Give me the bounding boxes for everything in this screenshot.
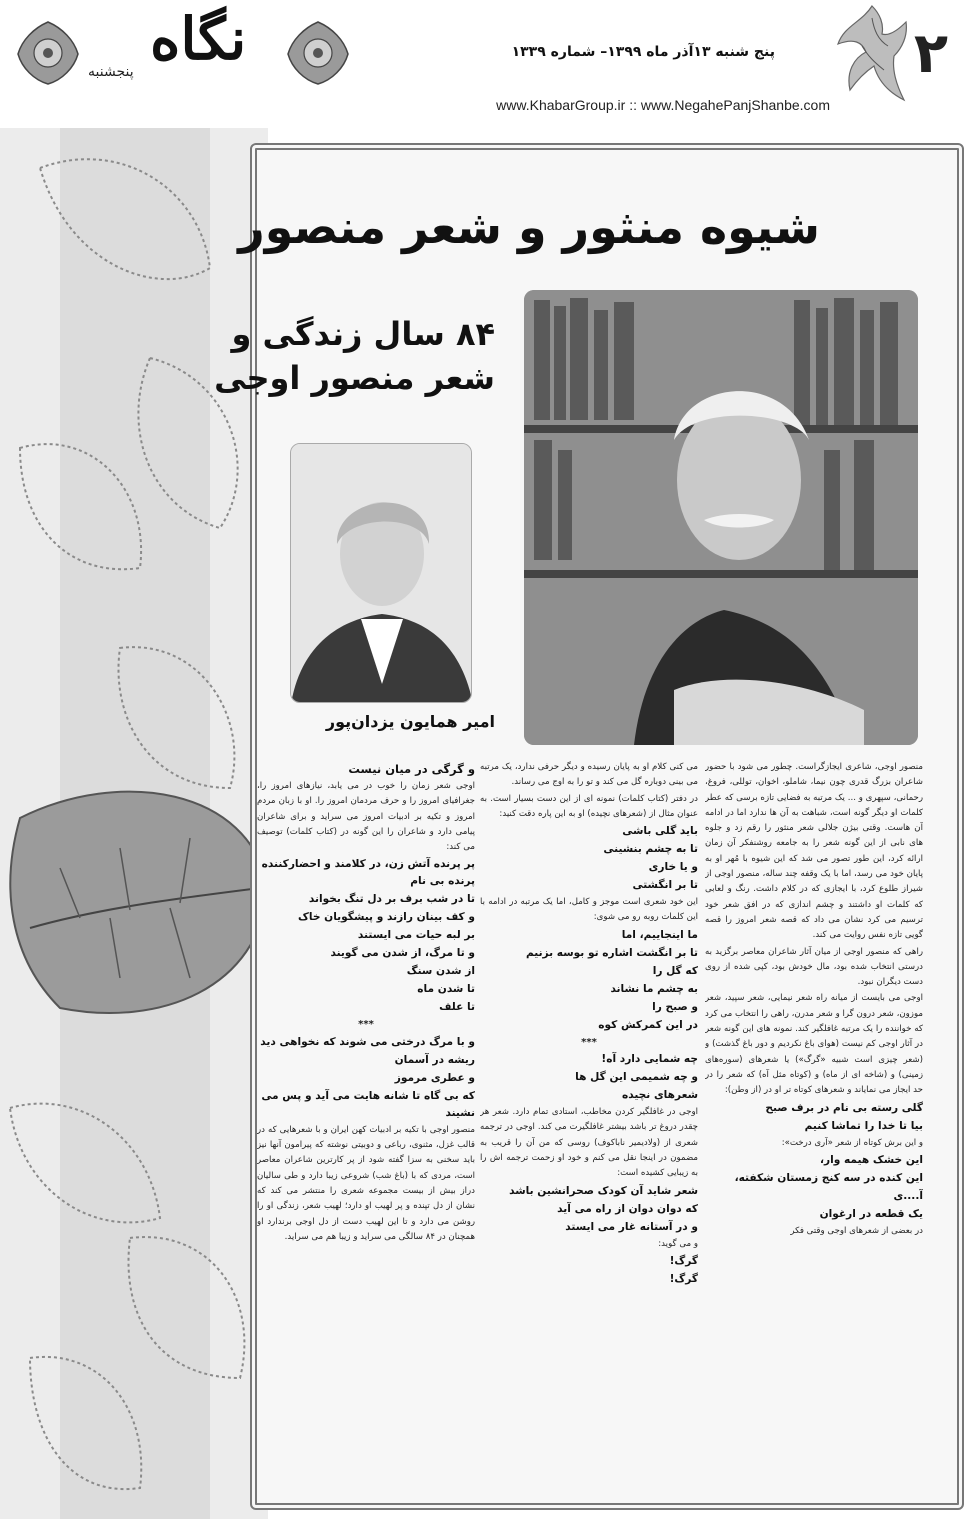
author-portrait-icon	[291, 444, 472, 703]
verse-line: چه شمایی دارد آه!	[601, 1053, 698, 1066]
newspaper-header	[0, 0, 970, 128]
paragraph: و می گوید:	[658, 1238, 698, 1249]
poet-portrait-icon	[524, 290, 918, 745]
verse-line: بیا تا خدا را تماشا کنیم	[804, 1119, 923, 1132]
verse-line: و تا مرگ، از شدن می گویند	[330, 947, 475, 960]
section-separator: ***	[358, 1019, 374, 1031]
subtitle-line-1: ۸۴ سال زندگی و	[231, 315, 495, 353]
verse-line: ما اینجاییم، اما	[621, 928, 698, 941]
verse-line: تا علف	[439, 1001, 475, 1014]
verse-line: این کنده در سه کنج زمستان شکفته،	[734, 1171, 923, 1184]
paragraph: منصور اوجی با تکیه بر ادبیات کهن ایران و با شعرهایی که در قالب غزل، مثنوی، رباعی و دوبیتی نوشته که پیرامون آنها نیز باید سخنی به سزا گفته شود از پر کارترین شاعران معاصر است، مردی که با (باغ شب) شروعی زیبا دارد و طی سالیان دراز بیش از بیست مجموعه شعری را منتشر می کند که نشان از دل تپنده و پر لهیب او دارد؛ لهیب شعر، زندگی او را روشن می دارد و تا این لهیب دست از دل اوجی برندارد او همچنان در ۸۴ سالگی می سراید و زیبا هم می سراید.	[257, 1124, 475, 1242]
verse-line: یک قطعه در ارغوان	[819, 1207, 923, 1220]
verse-line: تا شدن ماه	[417, 983, 475, 996]
leaf-pattern-icon	[0, 128, 268, 1519]
verse-line: و صبح را	[652, 1000, 698, 1013]
verse-line: تا به چشم بنشینی	[603, 843, 698, 856]
ornament-right-icon	[282, 18, 354, 88]
paragraph: این خود شعری است موجز و کامل، اما یک مرتبه در ادامه با این کلمات روبه رو می شوی:	[480, 897, 698, 923]
column-left	[257, 760, 475, 1450]
verse-line: تا بر انگشتی	[632, 879, 698, 892]
website-links[interactable]: www.KhabarGroup.ir :: www.NegahePanjShanbe.com	[496, 97, 830, 113]
verse-line: که دوان دوان از راه می آید	[557, 1202, 698, 1215]
subtitle-line-2: شعر منصور اوجی	[214, 359, 495, 397]
verse-line: و چه شمیمی این گل ها	[575, 1071, 698, 1084]
verse-line: گرگ!	[669, 1272, 698, 1285]
verse-line: در این کمرکش کوه	[598, 1018, 698, 1031]
section-heading: و گرگی در میان نیست	[348, 762, 475, 776]
paragraph: اوجی می بایست از میانه راه شعر نیمایی، شعر سپید، شعر موزون، شعر درون گرا و شعر مدرن، راهی را انتخاب می کرد که خواننده را یک مرتبه غافلگیر کند. نمونه های این گونه شعر در آثار اوجی کم نیست (هوای باغ نکردیم و دور باغ گذشت) و (شعر چیزی است شبیه «گرگ») یا شعرهای (سوره‌های زمینی) و (شاخه ای از ماه) و (کوتاه مثل آه) که شعر را در حد ایجاز می نمایاند و شعرهای کوتاه تر او در (از وطن):	[705, 993, 923, 1096]
verse-line: شعرهای نچیده	[621, 1089, 698, 1102]
author-photo	[290, 443, 472, 703]
verse-line: این خشک هیمه وار،	[819, 1153, 923, 1166]
verse-line: و یا خاری	[648, 861, 698, 874]
verse-line: تا در شب برف بر دل تنگ بخواند	[308, 893, 475, 906]
section-separator: ***	[581, 1036, 597, 1048]
verse-line: تا بر انگشت اشاره تو بوسه بزنیم	[525, 946, 698, 959]
paragraph: اوجی شعر زمان را خوب در می یابد، نیازهای امروز را، جغرافیای امروز را و حرف مردمان امروز را. او با زبان مردم امروز و تکیه بر ادبیات امروز می سراید و برای شاعران پیامی دارد و شاعران را این گونه در (کتاب کلمات) توصیف می کند:	[257, 781, 475, 853]
paragraph: می کنی کلام او به پایان رسیده و دیگر حرفی ندارد، یک مرتبه می بینی دوباره گل می کند و تو را به اوج می رساند.	[480, 762, 698, 788]
verse-line: و کف بینان رازند و پیشگویان خاک	[298, 911, 475, 924]
paragraph: در دفتر (کتاب کلمات) نمونه ای از این دست بسیار است. به عنوان مثال از (شعرهای نچیده) او به این پاره دقت کنید:	[480, 793, 698, 819]
paragraph: اوجی در غافلگیر کردن مخاطب، استادی تمام دارد. شعر هر چقدر دروغ تر باشد بیشتر غافلگیرت می کند. اوجی در ترجمه شعری از (ولادیمیر ناباکوف) روسی که من آن را قریب به مضمون در اینجا نقل می کنم و خود او زحمت ترجمه اش را به زیبایی کشیده است:	[480, 1107, 698, 1179]
verse-line: گلی رسته بی نام در برف صبح	[765, 1101, 923, 1114]
leaf-decoration	[0, 128, 268, 1519]
column-right	[705, 760, 923, 1455]
verse-line: ریشه در آسمان	[394, 1053, 475, 1066]
author-name: امیر همایون یزدان‌پور	[325, 712, 495, 731]
verse-line: که بی گاه تا شانه هایت می آید و پس می نشیند	[261, 1089, 475, 1119]
main-photo	[524, 290, 918, 745]
page-number: ۲	[913, 20, 949, 86]
verse-line: و عطری مرموز	[394, 1071, 475, 1084]
paragraph: و این برش کوتاه از شعر «آری درخت»:	[781, 1137, 923, 1148]
verse-line: آ....ی	[893, 1189, 923, 1202]
column-middle	[480, 760, 698, 1460]
verse-line: و با مرگ درختی می شوند که نخواهی دید	[260, 1035, 475, 1048]
verse-line: از شدن سنگ	[406, 965, 475, 978]
issue-date-line: پنج شنبه ۱۳آذر ماه ۱۳۹۹– شماره ۱۳۳۹	[511, 44, 775, 60]
verse-line: به چشم ما نشاند	[610, 982, 698, 995]
paragraph: در بعضی از شعرهای اوجی وقتی فکر	[790, 1225, 923, 1236]
verse-line: و در آستانه غار می ایستد	[565, 1220, 698, 1233]
verse-line: که گل را	[652, 964, 698, 977]
verse-line: پر پرنده آتش زن، در کلامند و احضارکننده پرنده بی نام	[261, 858, 475, 888]
masthead-subtitle: پنجشنبه	[88, 64, 134, 80]
masthead-logo: نگاه	[150, 5, 247, 73]
verse-line: بر لبه حیات می ایستند	[357, 929, 475, 942]
ornament-left-icon	[12, 18, 84, 88]
verse-line: باید گلی باشی	[622, 825, 698, 838]
paragraph: منصور اوجی، شاعری ایجازگراست. چطور می شود با حضور شاعران بزرگ قدری چون نیما، شاملو، اخوان، توللی، فروغ، رحمانی، سپهری و ... یک مرتبه به فضایی تازه برسی که عطر کلمات او دیگر گونه است، شباهت به آن ها ندارد اما در ادامه آن هاست. وقتی بیژن جلالی شعر منثور را رقم زد و جلوه های نابی از این گونه شعر را به جامعه روشنفکر آن زمان ارائه کرد، این طور تصور می شد که این شیوه با مُهر او به پایان خود می رسد، اما با یک وقفه چند ساله، منصور اوجی از شیراز طلوع کرد، با ایجازی که در کلام داشت. رنگ و لعابی که کلمات او داشتند و چشم اندازی که در افق شعر خود ترسیم می کرد نشان می داد که قصه شعر امروز را قصه گویی تازه نفس روایت می کند.	[705, 762, 923, 941]
main-title: شیوه منثور و شعر منصور	[238, 200, 820, 254]
verse-line: گرگ!	[669, 1254, 698, 1267]
verse-line: شعر شاید آن کودک صحرانشین باشد	[509, 1184, 698, 1197]
paragraph: راهی که منصور اوجی از میان آثار شاعران معاصر برگزید به درستی انتخاب شده بود، مال خودش بود، کپی شده از روی دست دیگران نبود.	[705, 946, 923, 988]
article-subtitle	[214, 312, 495, 400]
